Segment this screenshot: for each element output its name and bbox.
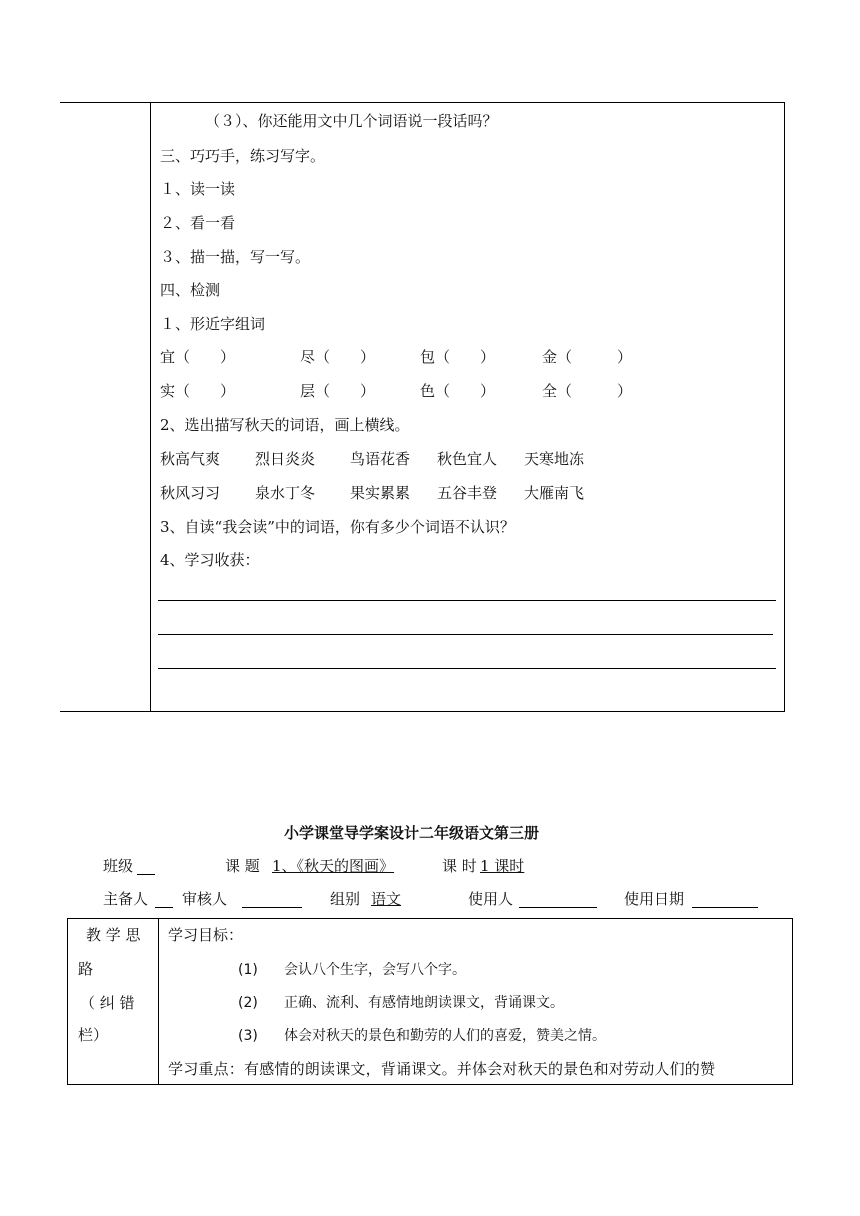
word-option: 秋色宜人 bbox=[437, 450, 498, 468]
goal-text: 体会对秋天的景色和勤劳的人们的喜爱，赞美之情。 bbox=[284, 1028, 606, 1044]
section-3-heading: 三、巧巧手，练习写字。 bbox=[160, 147, 326, 165]
reviewer-label: 审核人 bbox=[182, 890, 228, 908]
table-left-border bbox=[67, 918, 68, 1085]
side-label-line: 教 学 思 bbox=[86, 926, 141, 944]
word-option: 烈日炎炎 bbox=[255, 450, 316, 468]
task-harvest: 4、学习收获： bbox=[160, 551, 260, 569]
period-label: 课 时 bbox=[442, 857, 477, 875]
word-option: 秋风习习 bbox=[160, 484, 221, 502]
step-read: １、读一读 bbox=[160, 180, 236, 198]
task-self-read: 3、自读“我会读”中的词语，你有多少个词语不认识？ bbox=[160, 518, 515, 536]
group-label: 组别 bbox=[330, 890, 361, 908]
section-4-heading: 四、检测 bbox=[160, 281, 221, 299]
word-option: 天寒地冻 bbox=[524, 450, 585, 468]
class-blank bbox=[137, 874, 155, 875]
char-blank: 色（ ） bbox=[420, 382, 496, 400]
period-value: 1 课时 bbox=[480, 857, 525, 875]
user-blank bbox=[519, 907, 597, 908]
preparer-label: 主备人 bbox=[103, 890, 149, 908]
task-autumn-words: 2、选出描写秋天的词语，画上横线。 bbox=[160, 416, 410, 434]
key-points: 学习重点：有感情的朗读课文，背诵课文。并体会对秋天的景色和对劳动人们的赞 bbox=[168, 1060, 716, 1078]
user-label: 使用人 bbox=[468, 890, 514, 908]
writing-line bbox=[158, 600, 776, 601]
page-title: 小学课堂导学案设计二年级语文第三册 bbox=[284, 824, 540, 842]
writing-line bbox=[158, 668, 776, 669]
word-option: 鸟语花香 bbox=[350, 450, 411, 468]
table-right-border bbox=[792, 918, 793, 1085]
char-blank: 金（ ） bbox=[542, 348, 633, 366]
table-top-border bbox=[60, 102, 785, 103]
char-blank: 全（ ） bbox=[542, 382, 633, 400]
word-option: 五谷丰登 bbox=[437, 484, 498, 502]
goals-label: 学习目标： bbox=[168, 926, 244, 944]
side-label-line: （ 纠 错 bbox=[80, 994, 135, 1012]
question-3: （３）、你还能用文中几个词语说一段话吗？ bbox=[205, 112, 498, 130]
topic-value: 1、《秋天的图画》 bbox=[272, 857, 395, 875]
goal-number: (1) bbox=[238, 962, 258, 978]
group-value: 语文 bbox=[371, 890, 402, 908]
char-blank: 包（ ） bbox=[420, 348, 496, 366]
table-top-border bbox=[67, 918, 793, 919]
word-option: 大雁南飞 bbox=[524, 484, 585, 502]
goal-number: (3) bbox=[238, 1028, 258, 1044]
writing-line bbox=[158, 634, 773, 635]
reviewer-blank bbox=[242, 907, 302, 908]
step-look: ２、看一看 bbox=[160, 214, 236, 232]
date-blank bbox=[692, 907, 758, 908]
table-bottom-border bbox=[67, 1084, 793, 1085]
word-option: 果实累累 bbox=[350, 484, 411, 502]
char-blank: 尽（ ） bbox=[300, 348, 376, 366]
goal-number: (2) bbox=[238, 995, 258, 1011]
word-option: 秋高气爽 bbox=[160, 450, 221, 468]
preparer-blank bbox=[155, 907, 173, 908]
char-blank: 宜（ ） bbox=[160, 348, 236, 366]
side-label-line: 路 bbox=[78, 960, 94, 978]
table-bottom-border bbox=[60, 711, 785, 712]
date-label: 使用日期 bbox=[624, 890, 685, 908]
step-trace: ３、描一描，写一写。 bbox=[160, 248, 311, 266]
task-similar-chars: １、形近字组词 bbox=[160, 315, 266, 333]
column-divider bbox=[158, 918, 159, 1085]
class-label: 班级 bbox=[103, 857, 134, 875]
char-blank: 实（ ） bbox=[160, 382, 236, 400]
word-option: 泉水丁冬 bbox=[255, 484, 316, 502]
char-blank: 层（ ） bbox=[300, 382, 376, 400]
column-divider bbox=[150, 102, 151, 712]
goal-text: 正确、流利、有感情地朗读课文，背诵课文。 bbox=[284, 995, 564, 1011]
table-right-border bbox=[784, 102, 785, 712]
topic-label: 课 题 bbox=[225, 857, 260, 875]
goal-text: 会认八个生字，会写八个字。 bbox=[284, 962, 466, 978]
side-label-line: 栏） bbox=[78, 1026, 109, 1044]
